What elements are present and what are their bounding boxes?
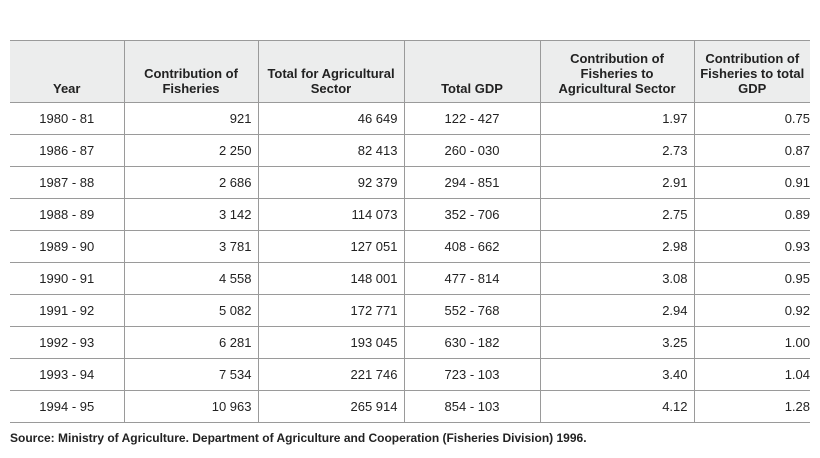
fisheries-gdp-pct-cell: 1.28 <box>694 391 810 423</box>
table-row <box>10 327 810 359</box>
fisheries-gdp-pct-cell: 0.93 <box>694 231 810 263</box>
fisheries-gdp-pct-cell: 0.89 <box>694 199 810 231</box>
fisheries-contribution-cell: 2 686 <box>124 167 258 199</box>
agricultural-total-cell: 127 051 <box>258 231 404 263</box>
fisheries-contribution-cell: 7 534 <box>124 359 258 391</box>
table-row <box>10 295 810 327</box>
year-cell: 1989 - 90 <box>10 231 124 263</box>
header-total-gdp: Total GDP <box>404 41 540 103</box>
year-cell: 1990 - 91 <box>10 263 124 295</box>
fisheries-agri-pct-cell: 2.73 <box>540 135 694 167</box>
source-note: Source: Ministry of Agriculture. Department of Agriculture and Cooperation (Fisheries Division) 1996. <box>10 431 587 445</box>
year-cell: 1991 - 92 <box>10 295 124 327</box>
fisheries-gdp-pct-cell: 0.75 <box>694 103 810 135</box>
header-fisheries-to-total-gdp: Contribution of Fisheries to total GDP <box>694 41 810 103</box>
total-gdp-cell: 408 - 662 <box>404 231 540 263</box>
fisheries-contribution-cell: 5 082 <box>124 295 258 327</box>
header-total-agricultural-sector: Total for Agricultural Sector <box>258 41 404 103</box>
year-cell: 1993 - 94 <box>10 359 124 391</box>
fisheries-agri-pct-cell: 2.91 <box>540 167 694 199</box>
fisheries-gdp-pct-cell: 1.04 <box>694 359 810 391</box>
total-gdp-cell: 294 - 851 <box>404 167 540 199</box>
fisheries-contribution-cell: 10 963 <box>124 391 258 423</box>
agricultural-total-cell: 221 746 <box>258 359 404 391</box>
fisheries-contribution-table <box>10 40 810 423</box>
fisheries-contribution-cell: 921 <box>124 103 258 135</box>
total-gdp-cell: 260 - 030 <box>404 135 540 167</box>
total-gdp-cell: 122 - 427 <box>404 103 540 135</box>
total-gdp-cell: 352 - 706 <box>404 199 540 231</box>
agricultural-total-cell: 172 771 <box>258 295 404 327</box>
fisheries-agri-pct-cell: 3.25 <box>540 327 694 359</box>
year-cell: 1980 - 81 <box>10 103 124 135</box>
fisheries-gdp-pct-cell: 0.87 <box>694 135 810 167</box>
table-row <box>10 359 810 391</box>
table-row <box>10 199 810 231</box>
total-gdp-cell: 477 - 814 <box>404 263 540 295</box>
fisheries-agri-pct-cell: 1.97 <box>540 103 694 135</box>
table-row <box>10 167 810 199</box>
table-row <box>10 231 810 263</box>
agricultural-total-cell: 82 413 <box>258 135 404 167</box>
agricultural-total-cell: 92 379 <box>258 167 404 199</box>
total-gdp-cell: 630 - 182 <box>404 327 540 359</box>
header-fisheries-to-agricultural-sector: Contribution of Fisheries to Agricultural Sector <box>540 41 694 103</box>
fisheries-agri-pct-cell: 3.08 <box>540 263 694 295</box>
fisheries-gdp-pct-cell: 0.92 <box>694 295 810 327</box>
header-contribution-of-fisheries: Contribution of Fisheries <box>124 41 258 103</box>
year-cell: 1992 - 93 <box>10 327 124 359</box>
header-year: Year <box>10 41 124 103</box>
agricultural-total-cell: 148 001 <box>258 263 404 295</box>
fisheries-gdp-pct-cell: 1.00 <box>694 327 810 359</box>
fisheries-gdp-pct-cell: 0.91 <box>694 167 810 199</box>
agricultural-total-cell: 114 073 <box>258 199 404 231</box>
year-cell: 1988 - 89 <box>10 199 124 231</box>
fisheries-contribution-cell: 3 781 <box>124 231 258 263</box>
total-gdp-cell: 723 - 103 <box>404 359 540 391</box>
fisheries-agri-pct-cell: 3.40 <box>540 359 694 391</box>
total-gdp-cell: 854 - 103 <box>404 391 540 423</box>
fisheries-contribution-cell: 3 142 <box>124 199 258 231</box>
fisheries-agri-pct-cell: 2.94 <box>540 295 694 327</box>
year-cell: 1987 - 88 <box>10 167 124 199</box>
table-row <box>10 391 810 423</box>
table-header-row <box>10 41 810 103</box>
table-row <box>10 135 810 167</box>
fisheries-agri-pct-cell: 2.98 <box>540 231 694 263</box>
table-body <box>10 103 810 423</box>
fisheries-contribution-cell: 6 281 <box>124 327 258 359</box>
fisheries-agri-pct-cell: 2.75 <box>540 199 694 231</box>
year-cell: 1986 - 87 <box>10 135 124 167</box>
fisheries-contribution-cell: 4 558 <box>124 263 258 295</box>
agricultural-total-cell: 46 649 <box>258 103 404 135</box>
fisheries-contribution-cell: 2 250 <box>124 135 258 167</box>
fisheries-agri-pct-cell: 4.12 <box>540 391 694 423</box>
agricultural-total-cell: 193 045 <box>258 327 404 359</box>
table-row <box>10 263 810 295</box>
fisheries-gdp-pct-cell: 0.95 <box>694 263 810 295</box>
table-row <box>10 103 810 135</box>
total-gdp-cell: 552 - 768 <box>404 295 540 327</box>
year-cell: 1994 - 95 <box>10 391 124 423</box>
agricultural-total-cell: 265 914 <box>258 391 404 423</box>
